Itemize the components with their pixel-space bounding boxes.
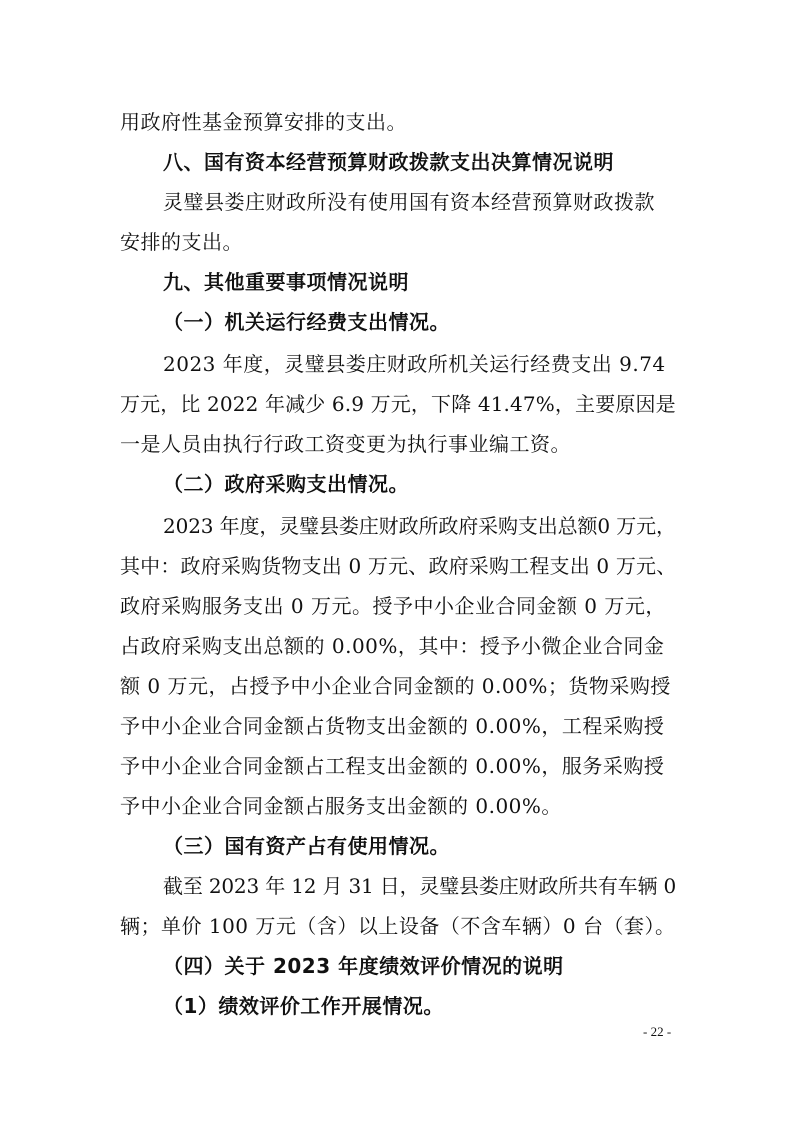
subsection-heading-2: （二）政府采购支出情况。 <box>163 472 409 496</box>
paragraph-line: 2023 年度，灵璧县娄庄财政所机关运行经费支出 9.74 <box>163 352 666 376</box>
paragraph-line: 一是人员由执行行政工资变更为执行事业编工资。 <box>120 432 571 456</box>
subsection-heading-3: （三）国有资产占有使用情况。 <box>163 834 450 858</box>
section-heading-9: 九、其他重要事项情况说明 <box>163 270 409 294</box>
paragraph-line: 占政府采购支出总额的 0.00%，其中：授予小微企业合同金 <box>120 634 665 658</box>
paragraph-line: 予中小企业合同金额占服务支出金额的 0.00%。 <box>120 794 562 818</box>
subsection-heading-4: （四）关于 2023 年度绩效评价情况的说明 <box>163 954 564 978</box>
paragraph-line: 安排的支出。 <box>120 230 243 254</box>
paragraph-line: 予中小企业合同金额占货物支出金额的 0.00%，工程采购授 <box>120 714 665 738</box>
item-heading-1: （1）绩效评价工作开展情况。 <box>163 994 444 1018</box>
paragraph-line: 万元，比 2022 年减少 6.9 万元，下降 41.47%，主要原因是 <box>120 392 676 416</box>
subsection-heading-1: （一）机关运行经费支出情况。 <box>163 310 450 334</box>
paragraph-line: 额 0 万元，占授予中小企业合同金额的 0.00%；货物采购授 <box>120 674 671 698</box>
paragraph-line: 其中：政府采购货物支出 0 万元、政府采购工程支出 0 万元、 <box>120 554 677 578</box>
paragraph-line: 用政府性基金预算安排的支出。 <box>120 110 407 134</box>
section-heading-8: 八、国有资本经营预算财政拨款支出决算情况说明 <box>163 150 614 174</box>
paragraph-line: 政府采购服务支出 0 万元。授予中小企业合同金额 0 万元， <box>120 594 666 618</box>
page-number: - 22 - <box>643 1024 672 1039</box>
paragraph-line: 予中小企业合同金额占工程支出金额的 0.00%，服务采购授 <box>120 754 665 778</box>
paragraph-line: 2023 年度，灵璧县娄庄财政所政府采购支出总额0 万元， <box>163 514 676 538</box>
paragraph-line: 截至 2023 年 12 月 31 日，灵璧县娄庄财政所共有车辆 0 <box>163 874 677 898</box>
paragraph-line: 辆；单价 100 万元（含）以上设备（不含车辆）0 台（套）。 <box>120 914 676 938</box>
paragraph-line: 灵璧县娄庄财政所没有使用国有资本经营预算财政拨款 <box>163 190 655 214</box>
